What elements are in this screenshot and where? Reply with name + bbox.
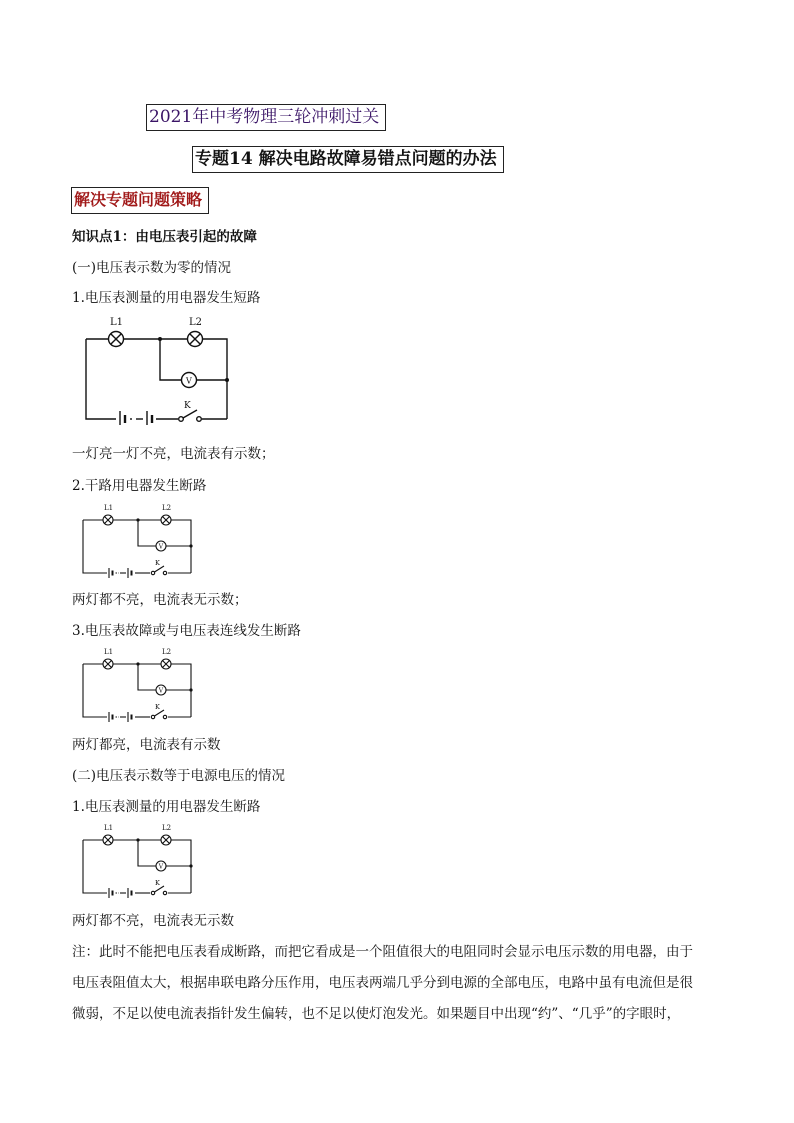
case4-title: 1.电压表测量的用电器发生断路	[72, 799, 261, 815]
lamp1-label: L1	[104, 824, 114, 832]
circuit-diagram-2	[80, 503, 195, 578]
case4-result: 两灯都不亮，电流表无示数	[72, 913, 234, 929]
lamp2-label: L2	[189, 317, 203, 328]
lamp1-label: L1	[104, 648, 114, 656]
note-line-2: 电压表阻值太大，根据串联电路分压作用，电压表两端几乎分到电源的全部电压，电路中虽有电流但是很	[72, 975, 693, 991]
case2-result: 两灯都不亮，电流表无示数；	[72, 592, 248, 608]
lamp1-label: L1	[110, 317, 124, 328]
switch-label: K	[155, 879, 160, 887]
note-paragraph	[72, 937, 732, 1030]
case1-title: 1.电压表测量的用电器发生短路	[72, 290, 261, 306]
knowledge-point-heading: 知识点1：由电压表引起的故障	[72, 229, 257, 245]
voltmeter-label: V	[158, 543, 164, 551]
main-title: 2021年中考物理三轮冲刺过关	[146, 104, 386, 131]
circuit-diagram-1	[80, 310, 240, 425]
note-line-3: 微弱，不足以使电流表指针发生偏转，也不足以使灯泡发光。如果题目中出现“约”、“几乎”的字眼时，	[72, 1006, 681, 1022]
switch-label: K	[155, 703, 160, 711]
voltmeter-label: V	[158, 687, 164, 695]
circuit-diagram-3	[80, 647, 195, 722]
lamp2-label: L2	[162, 504, 172, 512]
switch-label: K	[155, 559, 160, 567]
case3-title: 3.电压表故障或与电压表连线发生断路	[72, 623, 301, 639]
lamp2-label: L2	[162, 824, 172, 832]
circuit-diagram-4	[80, 823, 195, 898]
case2-title: 2.干路用电器发生断路	[72, 478, 207, 494]
part1-heading: (一)电压表示数为零的情况	[72, 260, 232, 276]
voltmeter-label: V	[186, 376, 192, 386]
section-title: 解决专题问题策略	[71, 187, 209, 214]
part2-heading: (二)电压表示数等于电源电压的情况	[72, 768, 286, 784]
lamp2-label: L2	[162, 648, 172, 656]
case3-result: 两灯都亮，电流表有示数	[72, 737, 221, 753]
case1-result: 一灯亮一灯不亮，电流表有示数；	[72, 446, 275, 462]
sub-title: 专题14 解决电路故障易错点问题的办法	[192, 146, 504, 173]
voltmeter-label: V	[158, 863, 164, 871]
note-line-1: 注：此时不能把电压表看成断路，而把它看成是一个阻值很大的电阻同时会显示电压示数的用电器，由于	[72, 944, 693, 960]
switch-label: K	[184, 401, 191, 411]
lamp1-label: L1	[104, 504, 114, 512]
